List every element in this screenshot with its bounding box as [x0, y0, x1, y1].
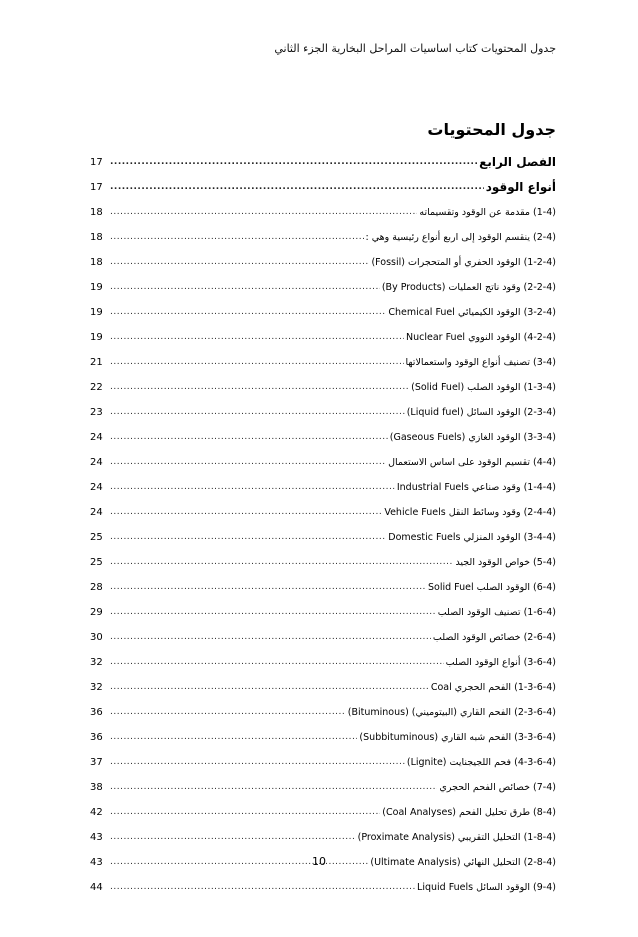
toc-page-number: 42 [90, 807, 103, 818]
toc-entry-row[interactable] [90, 425, 556, 450]
running-header: جدول المحتويات كتاب اساسيات المراحل البخارية الجزء الثاني [274, 42, 556, 55]
toc-entry-row[interactable] [90, 250, 556, 275]
toc-dot-leader [110, 425, 388, 450]
toc-entry-row[interactable] [90, 325, 556, 350]
toc-dot-leader [110, 475, 395, 500]
toc-entry-title: (1-3-6-4) الفحم الحجري Coal [430, 682, 556, 693]
toc-dot-leader [110, 800, 380, 825]
toc-page-number: 36 [90, 732, 103, 743]
toc-page-number: 24 [90, 507, 103, 518]
toc-page-number: 28 [90, 582, 103, 593]
toc-entry-title: (2-8-4) التحليل النهائي (Ultimate Analysis) [370, 857, 556, 868]
toc-chapter-row[interactable] [90, 175, 556, 200]
toc-dot-leader [110, 400, 405, 425]
toc-entry-row[interactable] [90, 225, 556, 250]
toc-page-number: 17 [90, 182, 103, 193]
toc-entry-title: الفصل الرابع [479, 155, 556, 169]
toc-entry-title: (9-4) الوقود السائل Liquid Fuels [417, 882, 556, 893]
toc-dot-leader [110, 675, 429, 700]
toc-dot-leader [110, 225, 364, 250]
toc-entry-row[interactable] [90, 375, 556, 400]
toc-entry-title: (1-3-4) الوقود الصلب (Solid Fuel) [411, 382, 556, 393]
toc-page-number: 43 [90, 832, 103, 843]
toc-dot-leader [110, 750, 405, 775]
toc-entry-row[interactable] [90, 475, 556, 500]
toc-chapter-row[interactable] [90, 150, 556, 175]
toc-entry-row[interactable] [90, 275, 556, 300]
toc-dot-leader [110, 275, 380, 300]
toc-entry-title: (1-2-4) الوقود الحفري أو المتحجرات (Fossil) [371, 257, 556, 268]
toc-entry-row[interactable] [90, 350, 556, 375]
toc-entry-title: (7-4) خصائص الفحم الحجري [439, 782, 556, 793]
toc-dot-leader [110, 350, 404, 375]
toc-entry-row[interactable] [90, 800, 556, 825]
toc-dot-leader [110, 600, 436, 625]
toc-page-number: 22 [90, 382, 103, 393]
toc-dot-leader [110, 500, 382, 525]
toc-page-number: 18 [90, 257, 103, 268]
toc-entry-row[interactable] [90, 875, 556, 900]
toc-entry-title: أنواع الوقود [485, 180, 556, 194]
toc-entry-title: (3-3-4) الوقود الغازي (Gaseous Fuels) [389, 432, 556, 443]
toc-dot-leader [110, 525, 386, 550]
toc-entry-title: (3-6-4) أنواع الوقود الصلب [445, 657, 556, 668]
toc-entry-row[interactable] [90, 600, 556, 625]
toc-entry-title: (2-3-6-4) الفحم القاري (البيتوميني) (Bituminous) [347, 707, 556, 718]
toc-page-number: 37 [90, 757, 103, 768]
toc-entry-row[interactable] [90, 300, 556, 325]
toc-entry-row[interactable] [90, 200, 556, 225]
toc-page-number: 18 [90, 232, 103, 243]
toc-entry-title: (1-8-4) التحليل التقريبي (Proximate Analysis) [357, 832, 556, 843]
toc-page-number: 25 [90, 557, 103, 568]
toc-page-number: 25 [90, 532, 103, 543]
table-of-contents [90, 150, 556, 900]
toc-page-number: 19 [90, 282, 103, 293]
toc-dot-leader [110, 725, 357, 750]
toc-dot-leader [110, 775, 437, 800]
toc-entry-title: (2-4) ينقسم الوقود إلى اربع أنواع رئيسية وهي : [365, 232, 556, 243]
toc-entry-title: (8-4) طرق تحليل الفحم (Coal Analyses) [382, 807, 556, 818]
toc-page-number: 38 [90, 782, 103, 793]
toc-page-number: 44 [90, 882, 103, 893]
toc-entry-title: (3-4) تصنيف أنواع الوقود واستعمالاتها [405, 357, 556, 368]
toc-dot-leader [110, 200, 417, 225]
toc-entry-title: (1-6-4) تصنيف الوقود الصلب [437, 607, 556, 618]
toc-entry-title: (2-2-4) وقود ناتج العمليات (By Products) [381, 282, 556, 293]
toc-entry-title: (3-4-4) الوقود المنزلي Domestic Fuels [388, 532, 556, 543]
toc-dot-leader [110, 550, 453, 575]
toc-page-number: 24 [90, 482, 103, 493]
toc-page-number: 17 [90, 157, 103, 168]
toc-entry-row[interactable] [90, 450, 556, 475]
toc-page-number: 21 [90, 357, 103, 368]
toc-dot-leader [110, 450, 386, 475]
toc-page-number: 19 [90, 307, 103, 318]
toc-entry-title: (4-3-6-4) فحم اللجيجنايت (Lignite) [406, 757, 556, 768]
toc-entry-row[interactable] [90, 725, 556, 750]
toc-dot-leader [110, 700, 346, 725]
toc-dot-leader [110, 300, 386, 325]
toc-page-number: 24 [90, 432, 103, 443]
toc-entry-row[interactable] [90, 675, 556, 700]
toc-dot-leader [110, 375, 409, 400]
toc-page-number: 32 [90, 657, 103, 668]
toc-entry-row[interactable] [90, 750, 556, 775]
toc-entry-row[interactable] [90, 775, 556, 800]
toc-page-number: 23 [90, 407, 103, 418]
toc-page-number: 24 [90, 457, 103, 468]
toc-entry-title: (6-4) الوقود الصلب Solid Fuel [427, 582, 556, 593]
toc-entry-row[interactable] [90, 575, 556, 600]
toc-entry-row[interactable] [90, 825, 556, 850]
toc-entry-title: (1-4) مقدمة عن الوقود وتقسيماته [419, 207, 556, 218]
toc-entry-title: (5-4) خواص الوقود الجيد [455, 557, 556, 568]
toc-dot-leader [110, 175, 484, 200]
toc-entry-row[interactable] [90, 400, 556, 425]
toc-entry-title: (2-4-4) وقود وسائط النقل Vehicle Fuels [384, 507, 556, 518]
toc-page-number: 18 [90, 207, 103, 218]
toc-page-number: 29 [90, 607, 103, 618]
toc-entry-title: (3-2-4) الوقود الكيميائي Chemical Fuel [388, 307, 556, 318]
toc-entry-title: (4-4) تقسيم الوقود على اساس الاستعمال [388, 457, 556, 468]
toc-title: جدول المحتويات [427, 120, 556, 139]
toc-entry-title: (2-3-4) الوقود السائل (Liquid fuel) [406, 407, 556, 418]
toc-entry-row[interactable] [90, 525, 556, 550]
toc-dot-leader [110, 150, 477, 175]
toc-page-number: 32 [90, 682, 103, 693]
toc-entry-title: (1-4-4) وقود صناعي Industrial Fuels [396, 482, 556, 493]
toc-dot-leader [110, 575, 426, 600]
toc-entry-row[interactable] [90, 625, 556, 650]
toc-entry-row[interactable] [90, 550, 556, 575]
toc-dot-leader [110, 250, 369, 275]
page-number: 10 [312, 855, 326, 868]
toc-page-number: 19 [90, 332, 103, 343]
toc-entry-title: (4-2-4) الوقود النووي Nuclear Fuel [406, 332, 556, 343]
toc-entry-row[interactable] [90, 650, 556, 675]
toc-entry-row[interactable] [90, 500, 556, 525]
toc-entry-title: (2-6-4) خصائص الوقود الصلب [432, 632, 556, 643]
toc-page-number: 43 [90, 857, 103, 868]
toc-dot-leader [110, 325, 404, 350]
toc-entry-title: (3-3-6-4) الفحم شبه القاري (Subbituminous) [359, 732, 556, 743]
toc-page-number: 30 [90, 632, 103, 643]
toc-dot-leader [110, 875, 415, 900]
toc-entry-row[interactable] [90, 700, 556, 725]
toc-page-number: 36 [90, 707, 103, 718]
toc-dot-leader [110, 650, 444, 675]
toc-dot-leader [110, 825, 356, 850]
toc-dot-leader [110, 625, 431, 650]
